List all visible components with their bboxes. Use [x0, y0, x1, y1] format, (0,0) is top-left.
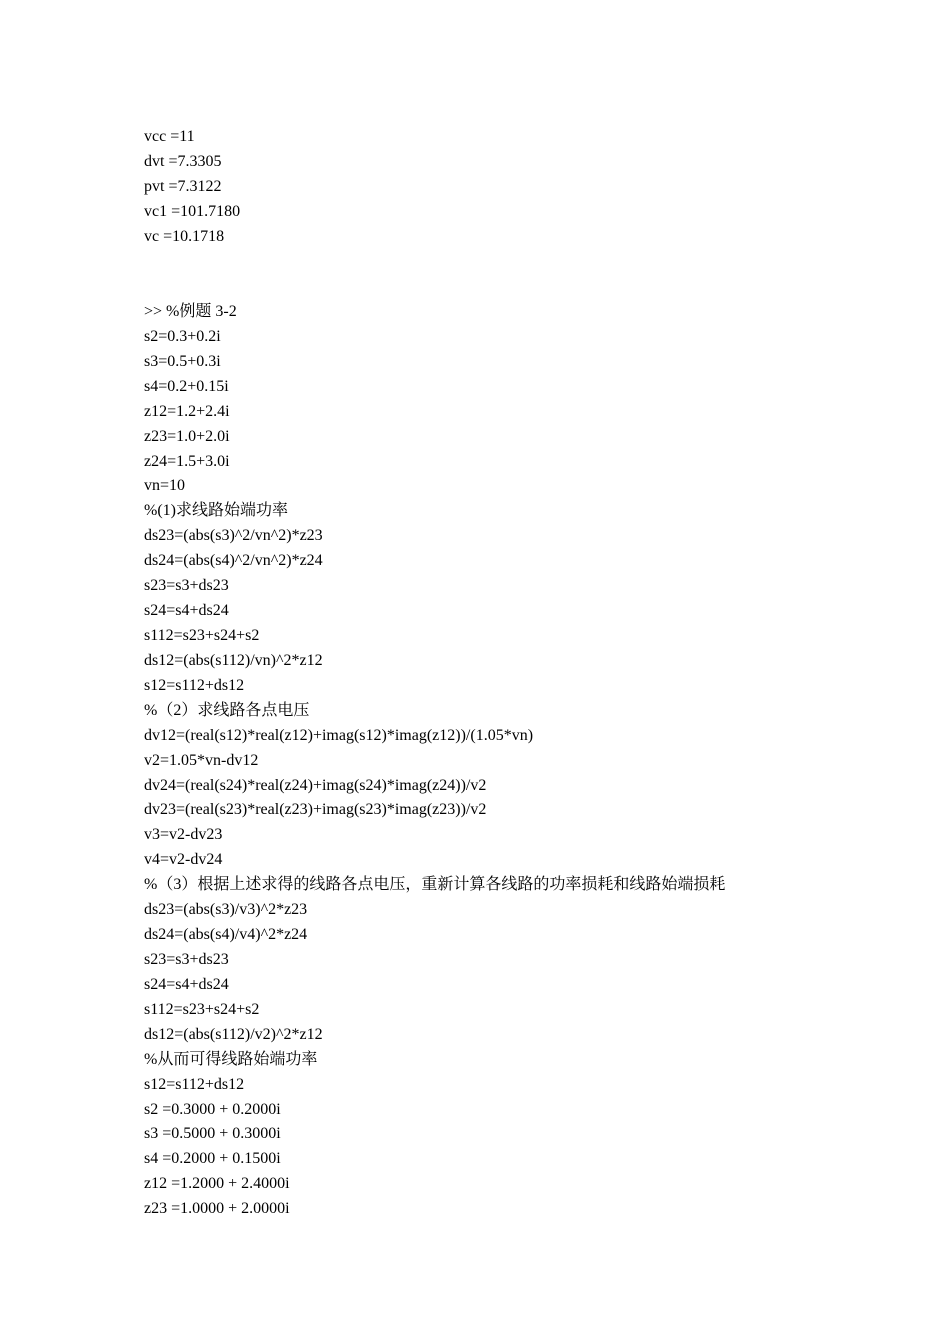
output-block: [144, 125, 240, 250]
code-line: z23=1.0+2.0i: [144, 427, 230, 445]
code-line: dv24=(real(s24)*real(z24)+imag(s24)*imag(z24))/v2: [144, 776, 487, 794]
code-line: s24=s4+ds24: [144, 975, 229, 993]
output-line: vc1 =101.7180: [144, 202, 241, 220]
code-line: s3=0.5+0.3i: [144, 352, 221, 370]
code-line: s112=s23+s24+s2: [144, 1000, 260, 1018]
code-line: ds23=(abs(s3)^2/vn^2)*z23: [144, 527, 323, 545]
code-line: ds12=(abs(s112)/v2)^2*z12: [144, 1025, 323, 1043]
code-line: v3=v2-dv23: [144, 826, 223, 844]
output-line: vc =10.1718: [144, 227, 225, 245]
code-line: s23=s3+ds23: [144, 577, 229, 595]
code-line: s12=s112+ds12: [144, 676, 245, 694]
output-line: dvt =7.3305: [144, 152, 222, 170]
code-line: s4=0.2+0.15i: [144, 377, 229, 395]
code-line: s23=s3+ds23: [144, 950, 229, 968]
code-line: s112=s23+s24+s2: [144, 626, 260, 644]
code-line: >> %例题 3-2: [144, 303, 237, 320]
code-line: z12=1.2+2.4i: [144, 402, 230, 420]
output-line: vcc =11: [144, 128, 195, 145]
code-line: s24=s4+ds24: [144, 602, 229, 620]
code-line: v4=v2-dv24: [144, 851, 223, 869]
comment-line: %（2）求线路各点电压: [144, 701, 310, 719]
result-line: s2 =0.3000 + 0.2000i: [144, 1100, 281, 1118]
code-line: s2=0.3+0.2i: [144, 327, 221, 345]
code-line: ds23=(abs(s3)/v3)^2*z23: [144, 901, 308, 919]
output-line: pvt =7.3122: [144, 177, 222, 195]
result-line: z12 =1.2000 + 2.4000i: [144, 1175, 290, 1193]
comment-line: %(1)求线路始端功率: [144, 502, 288, 520]
code-line: ds12=(abs(s112)/vn)^2*z12: [144, 651, 323, 669]
result-line: z23 =1.0000 + 2.0000i: [144, 1200, 290, 1218]
code-line: z24=1.5+3.0i: [144, 452, 230, 470]
code-line: ds24=(abs(s4)/v4)^2*z24: [144, 926, 308, 944]
code-line: dv12=(real(s12)*real(z12)+imag(s12)*imag(z12))/(1.05*vn): [144, 726, 534, 744]
code-line: ds24=(abs(s4)^2/vn^2)*z24: [144, 552, 323, 570]
code-line: vn=10: [144, 477, 186, 495]
result-line: s3 =0.5000 + 0.3000i: [144, 1125, 281, 1143]
code-line: v2=1.05*vn-dv12: [144, 751, 259, 769]
comment-line: %从而可得线路始端功率: [144, 1050, 318, 1068]
comment-line: %（3）根据上述求得的线路各点电压，重新计算各线路的功率损耗和线路始端损耗: [144, 876, 726, 894]
code-block: [144, 300, 725, 1222]
code-line: dv23=(real(s23)*real(z23)+imag(s23)*imag(z23))/v2: [144, 801, 487, 819]
code-line: s12=s112+ds12: [144, 1075, 245, 1093]
result-line: s4 =0.2000 + 0.1500i: [144, 1150, 281, 1168]
